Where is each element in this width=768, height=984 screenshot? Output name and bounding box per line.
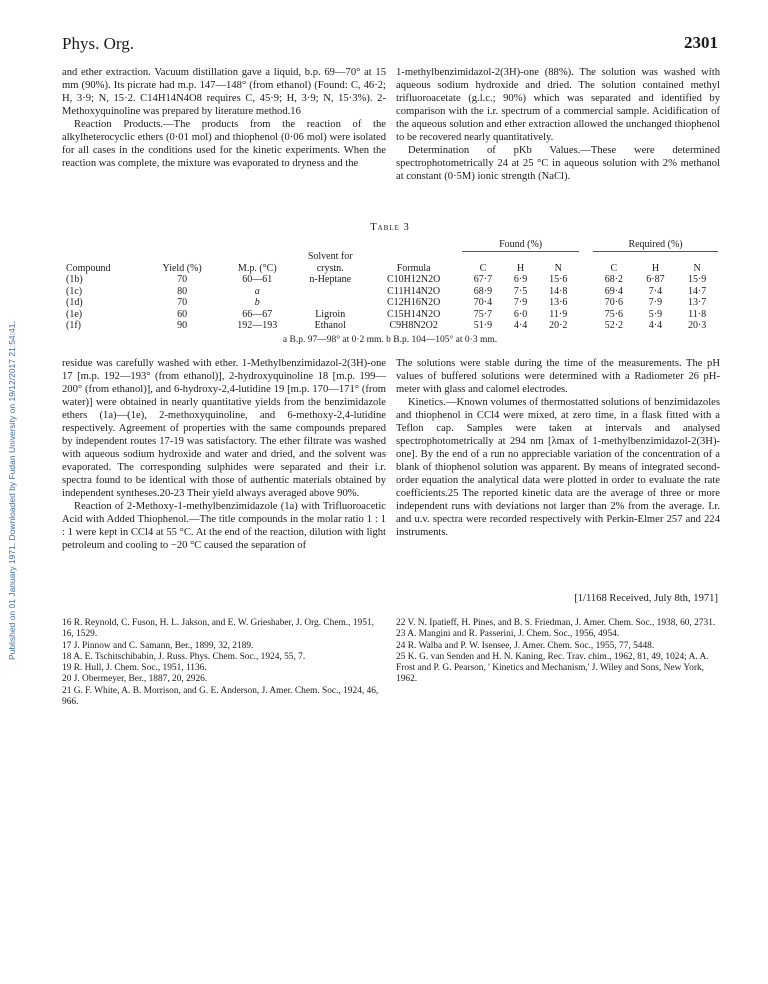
reference-item: 20 J. Obermeyer, Ber., 1887, 20, 2926.: [62, 674, 208, 685]
page-number: 2301: [684, 33, 718, 52]
table-row: (1e) 60 66—67 Ligroin C15H14N2O 75·7 6·0 11·9 75·6 5·9 11·8: [66, 308, 707, 320]
left-column-top: [62, 66, 386, 170]
references-right: [396, 618, 720, 686]
download-watermark-text: Published on 01 January 1971. Downloaded by Fudan University on 19/12/2017 21:54:41.: [7, 321, 17, 660]
col-header-req-c: C: [610, 262, 618, 274]
col-header-req-n: N: [693, 262, 701, 274]
reference-item: 18 A. E. Tschitschibabin, J. Russ. Phys. Chem. Soc., 1924, 55, 7.: [62, 651, 306, 662]
reference-item: 21 G. F. White, A. B. Morrison, and G. E. Anderson, J. Amer. Chem. Soc., 1924, 46, 966.: [62, 685, 379, 708]
table-footnote: a B.p. 97—98° at 0·2 mm. b B.p. 104—105° at 0·3 mm.: [282, 334, 498, 345]
reference-item: 24 R. Walba and P. W. Isensee, J. Amer. Chem. Soc., 1955, 77, 5448.: [396, 640, 655, 651]
table-row: (1c) 80 a C11H14N2O 68·9 7·5 14·8 69·4 7·4 14·7: [66, 285, 707, 297]
reference-item: 22 V. N. Ipatieff, H. Pines, and B. S. Friedman, J. Amer. Chem. Soc., 1938, 60, 2731.: [396, 618, 716, 628]
col-header-req-h: H: [651, 262, 660, 274]
col-header-compound: Compound: [66, 262, 111, 274]
running-head-journal: Phys. Org.: [62, 34, 134, 53]
paragraph: Determination of pKb Values.—These were determined spectrophotometrically 24 at 25 °C in aqueous solution with 2% methanol at constant (0·5M) ionic strength (NaCl).: [396, 145, 720, 182]
download-watermark: [6, 120, 18, 660]
paragraph: Reaction of 2-Methoxy-1-methylbenzimidazole (1a) with Trifluoroacetic Acid with Added Thiophenol.—The title compounds in the molar ratio 1 : 1 : 1 were kept in CCl4 at 55 °C. At the end of the reaction, dilution with light petroleum and cooling to −20 °C caused the separation of: [62, 501, 386, 551]
table-title: Table 3: [370, 222, 410, 233]
right-column-top: [396, 66, 720, 183]
paragraph: residue was carefully washed with ether. 1-Methylbenzimidazol-2(3H)-one 17 [m.p. 192—193° (from ethanol)], 2-hydroxyquinoline 18 [m.p. 199—200° (from ethanol)], and 6-hydroxy-2,4-lutidine 19 [m.p. 170—171° (from water)] were obtained in nearly quantitative yields from the benzimidazole ethers (1a)—(1e), 2-methoxyquinoline, and 6-methoxy-2,4-lutidine respectively. Agreement of properties with the same compounds prepared by independent routes 17-19 was satisfactory. The ether filtrate was washed with aqueous sodium hydroxide and water and dried, and the solvent was evaporated. The corresponding sulphides were separated and their i.r. spectra found to be identical with those of authentic materials obtained by independent syntheses.20-23 Their yield always averaged above 90%.: [62, 358, 386, 499]
col-header-solvent: Solvent for crystn.: [307, 251, 353, 274]
reference-item: 16 R. Reynold, C. Fuson, H. L. Jakson, and E. W. Grieshaber, J. Org. Chem., 1951, 16, 1529.: [62, 618, 374, 640]
col-header-yield: Yield (%): [162, 262, 202, 274]
left-column-body: [62, 357, 386, 552]
references-left: [62, 618, 386, 708]
col-header-mp: M.p. (°C): [237, 262, 277, 274]
table-3: [62, 222, 718, 345]
reference-item: 23 A. Mangini and R. Passerini, J. Chem. Soc., 1956, 4954.: [396, 629, 620, 640]
right-column-body: [396, 357, 720, 539]
col-header-found-c: C: [479, 262, 487, 274]
paragraph: The solutions were stable during the time of the measurements. The pH values of buffered solutions were determined with a Radiometer 26 pH-meter with glass and calomel electrodes.: [396, 358, 720, 395]
paragraph: 1-methylbenzimidazol-2(3H)-one (88%). The solution was washed with aqueous sodium hydroxide and dried. The solution contained methyl trifluoroacetate (g.l.c.; 90%) which was separated and identified by comparison with the i.r. spectrum of a commercial sample. Acidification of the aqueous solution and ether extraction allowed the unchanged thiophenol to be recovered nearly quantitatively.: [396, 67, 720, 143]
col-header-found-h: H: [516, 262, 525, 274]
paragraph: and ether extraction. Vacuum distillation gave a liquid, b.p. 69—70° at 15 mm (90%). Its picrate had m.p. 147—148° (from ethanol) (Found: C, 46·2; H, 3·9; N, 15·2. C14H14N4O8 requires C, 45·9; H, 3·9; N, 15·3%). 2-Methoxyquinoline was prepared by literature method.16: [62, 67, 386, 117]
required-header: Required (%): [593, 239, 718, 251]
found-header: Found (%): [462, 239, 579, 251]
col-header-found-n: N: [554, 262, 562, 274]
table-row: (1d) 70 b C12H16N2O 70·4 7·9 13·6 70·6 7·9 13·7: [66, 297, 707, 308]
col-header-formula: Formula: [396, 262, 431, 274]
reference-item: 25 K. G. van Senden and H. N. Kaning, Rec. Trav. chim., 1962, 81, 49, 1024; A. A. Frost and P. G. Pearson, ' Kinetics and Mechanism,' J. Wiley and Sons, New York, 1962.: [396, 651, 709, 685]
table-row: (1b) 70 60—61 n-Heptane C10H12N2O 67·7 6·9 15·6 68·2 6·87 15·9: [66, 274, 707, 285]
paragraph: Reaction Products.—The products from the reaction of the alkylheterocyclic ethers (0·01 mol) and thiophenol (0·06 mol) were isolated for all cases in the conditions used for the kinetic experiments. When the reaction was complete, the mixture was evaporated to dryness and the: [62, 119, 386, 169]
reference-item: 17 J. Pinnow and C. Samann, Ber., 1899, 32, 2189.: [62, 640, 254, 651]
paragraph: Kinetics.—Known volumes of thermostatted solutions of benzimidazoles and thiophenol in CCl4 were mixed, at zero time, in a flask fitted with a Teflon cap. Samples were taken at intervals and analysed spectrophotometrically at 294 nm [λmax of 1-methylbenzimidazol-2(3H)-one]. By the end of a run no appreciable variation of the concentration of a blank of thiophenol solution was apparent. By means of integrated second-order equation the analytical data were plotted in order to evaluate the rate coefficients.25 The reported kinetic data are the average of three or more independent runs with deviations not larger than 2% from the average. I.r. and u.v. spectra were recorded respectively with Perkin-Elmer 257 and 224 instruments.: [396, 397, 720, 538]
table-row: (1f) 90 192—193 Ethanol C9H8N2O2 51·9 4·4 20·2 52·2 4·4 20·3: [66, 320, 707, 331]
received-date: [1/1168 Received, July 8th, 1971]: [574, 593, 718, 604]
reference-item: 19 R. Hull, J. Chem. Soc., 1951, 1136.: [62, 663, 207, 674]
analysis-table: [62, 239, 718, 332]
